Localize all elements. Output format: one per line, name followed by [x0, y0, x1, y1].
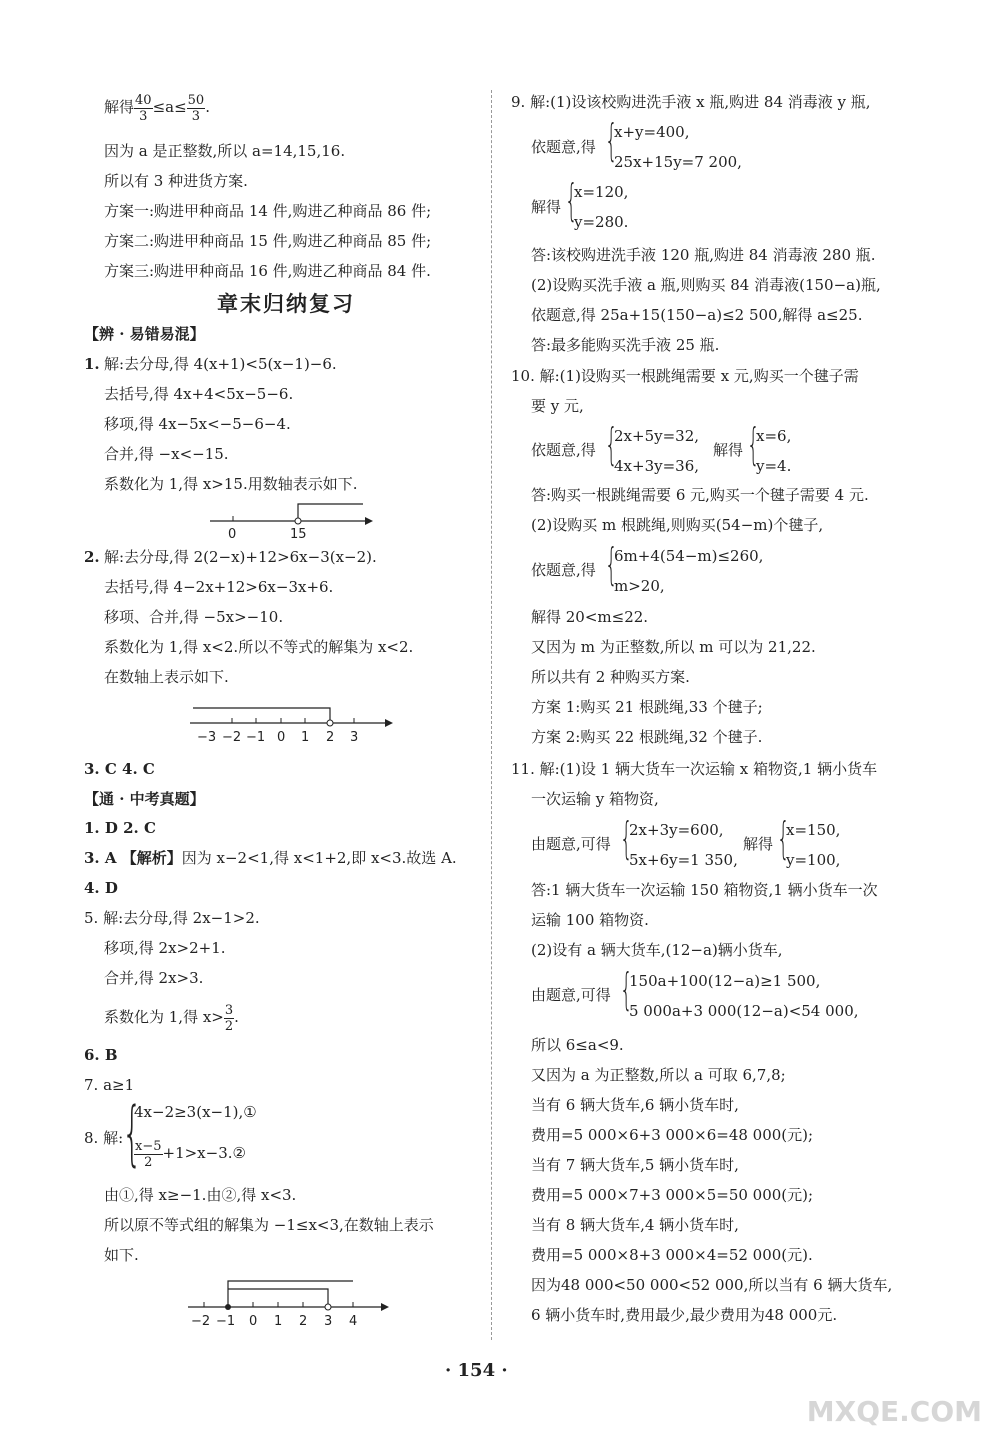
tick-label: 1 [274, 1314, 283, 1329]
system-row: m>20, [614, 577, 665, 595]
text-line: 由题意,可得 [531, 986, 611, 1004]
text-line: 要 y 元, [531, 397, 584, 415]
text-line: 又因为 a 为正整数,所以 a 可取 6,7,8; [531, 1066, 786, 1084]
system-row: y=280. [574, 213, 629, 231]
text-line: 答:1 辆大货车一次运输 150 箱物资,1 辆小货车一次 [531, 881, 878, 899]
system-row: 150a+100(12−a)≥1 500, [629, 972, 821, 990]
text-line: 一次运输 y 箱物资, [531, 790, 659, 808]
answer-line: 6. B [84, 1046, 118, 1064]
system-row: x=6, [756, 427, 792, 445]
text-line: 在数轴上表示如下. [104, 668, 229, 686]
system-row: $\frac{x-5}{2}$ +1>x−3.② [135, 1138, 246, 1170]
text-line: 移项,得 4x−5x<−5−6−4. [104, 415, 291, 433]
text-line: 系数化为 1,得 x<2.所以不等式的解集为 x<2. [104, 638, 414, 656]
system-row: 5 000a+3 000(12−a)<54 000, [629, 1002, 859, 1020]
tick-label: 0 [228, 527, 237, 542]
text-line: (2)设购买 m 根跳绳,则购买(54−m)个毽子, [531, 516, 824, 534]
question-number: 1. [84, 355, 100, 373]
number-line-2 [185, 696, 400, 746]
tick-label: 4 [349, 1314, 358, 1329]
system-row: y=4. [756, 457, 792, 475]
system-row: 2x+5y=32, [614, 427, 700, 445]
brace-icon: { [605, 419, 618, 470]
tick-label: −2 [222, 730, 242, 745]
text-line: (2)设有 a 辆大货车,(12−a)辆小货车, [531, 941, 783, 959]
tick-label: −1 [216, 1314, 236, 1329]
text-line: 9. 解:(1)设该校购进洗手液 x 瓶,购进 84 消毒液 y 瓶, [511, 93, 871, 111]
text-line: 11. 解:(1)设 1 辆大货车一次运输 x 箱物资,1 辆小货车 [511, 760, 878, 778]
text-line: 所以共有 2 种购买方案. [531, 668, 690, 686]
tick-label: 15 [290, 527, 307, 542]
text-line: 去括号,得 4−2x+12>6x−3x+6. [104, 578, 334, 596]
text-line: 所以 6≤a<9. [531, 1036, 624, 1054]
text-line: 方案 1:购买 21 根跳绳,33 个毽子; [531, 698, 763, 716]
system-row: x+y=400, [614, 123, 690, 141]
system-row: 4x+3y=36, [614, 457, 700, 475]
text-line: 费用=5 000×8+3 000×4=52 000(元). [531, 1246, 813, 1264]
text-line: 5. 解:去分母,得 2x−1>2. [84, 909, 260, 927]
answer-line: 1. D 2. C [84, 819, 156, 837]
system-row: 25x+15y=7 200, [614, 153, 742, 171]
system-row: x=150, [786, 821, 841, 839]
tick-label: 2 [326, 730, 335, 745]
answer-line: 3. C 4. C [84, 760, 155, 778]
text-line: 答:购买一根跳绳需要 6 元,购买一个毽子需要 4 元. [531, 486, 869, 504]
text-line: 解得 [531, 198, 562, 216]
text-line: 移项,得 2x>2+1. [104, 939, 226, 957]
tick-label: 0 [277, 730, 286, 745]
text-line: 系数化为 1,得 x> $\frac{3}{2}$ . [104, 1002, 239, 1034]
text-line: 费用=5 000×6+3 000×6=48 000(元); [531, 1126, 814, 1144]
text-line: 系数化为 1,得 x>15.用数轴表示如下. [104, 475, 358, 493]
text-line: 由①,得 x≥−1.由②,得 x<3. [104, 1186, 297, 1204]
text-line: 解:去分母,得 4(x+1)<5(x−1)−6. [104, 355, 337, 373]
tick-label: −3 [197, 730, 217, 745]
number-line-3 [183, 1275, 398, 1330]
tick-label: 3 [324, 1314, 333, 1329]
text-line: 3. A 【解析】因为 x−2<1,得 x<1+2,即 x<3.故选 A. [84, 849, 457, 867]
brace-icon: { [620, 813, 633, 864]
text-line: 依题意,得 [531, 441, 596, 459]
tick-label: 2 [299, 1314, 308, 1329]
brace-icon: { [605, 539, 618, 590]
text-line: 合并,得 2x>3. [104, 969, 204, 987]
text-line: 又因为 m 为正整数,所以 m 可以为 21,22. [531, 638, 816, 656]
text-line: 去括号,得 4x+4<5x−5−6. [104, 385, 294, 403]
system-row: 4x−2≥3(x−1),① [134, 1103, 257, 1121]
answer-line: 7. a≥1 [84, 1076, 135, 1094]
text-line: 依题意,得 [531, 138, 596, 156]
tick-label: 1 [301, 730, 310, 745]
text-line: 运输 100 箱物资. [531, 911, 649, 929]
text-line: 解得 [743, 835, 774, 853]
text-line: 方案 2:购买 22 根跳绳,32 个毽子. [531, 728, 763, 746]
text-line: 答:该校购进洗手液 120 瓶,购进 84 消毒液 280 瓶. [531, 246, 876, 264]
brace-icon: { [565, 175, 578, 226]
tick-label: −1 [246, 730, 266, 745]
system-row: 6m+4(54−m)≤260, [614, 547, 764, 565]
brace-icon: { [620, 964, 633, 1015]
system-row: 2x+3y=600, [629, 821, 724, 839]
column-divider [491, 90, 492, 1340]
answer-line: 4. D [84, 879, 118, 897]
text-line: 因为48 000<50 000<52 000,所以当有 6 辆大货车, [531, 1276, 893, 1294]
brace-icon: { [777, 813, 790, 864]
text-line: 方案二:购进甲种商品 15 件,购进乙种商品 85 件; [104, 232, 432, 250]
question-number: 8. 解: [84, 1129, 124, 1147]
tick-label: −2 [191, 1314, 211, 1329]
text-line: 答:最多能购买洗手液 25 瓶. [531, 336, 720, 354]
brace-icon: { [605, 115, 618, 166]
text-line: 所以原不等式组的解集为 −1≤x<3,在数轴上表示 [104, 1216, 434, 1234]
number-line-1 [205, 496, 375, 542]
text-line: 方案一:购进甲种商品 14 件,购进乙种商品 86 件; [104, 202, 432, 220]
text-line: 6 辆小货车时,费用最少,最少费用为48 000元. [531, 1306, 838, 1324]
section-title: 章末归纳复习 [217, 291, 355, 316]
system-row: 5x+6y=1 350, [629, 851, 738, 869]
watermark-logo: MXQE.COM [806, 1395, 982, 1428]
text-line: (2)设购买洗手液 a 瓶,则购买 84 消毒液(150−a)瓶, [531, 276, 881, 294]
text-line: 移项、合并,得 −5x>−10. [104, 608, 284, 626]
text-line: 依题意,得 25a+15(150−a)≤2 500,解得 a≤25. [531, 306, 863, 324]
section-heading: 【通 · 中考真题】 [84, 790, 205, 808]
system-row: x=120, [574, 183, 629, 201]
tick-label: 0 [249, 1314, 258, 1329]
text-line: 解:去分母,得 2(2−x)+12>6x−3(x−2). [104, 548, 377, 566]
text-line: 所以有 3 种进货方案. [104, 172, 248, 190]
text-line: 当有 6 辆大货车,6 辆小货车时, [531, 1096, 739, 1114]
system-row: y=100, [786, 851, 841, 869]
text-line: 当有 7 辆大货车,5 辆小货车时, [531, 1156, 739, 1174]
text-line: 解得 $\frac{40}{3}$ ≤a≤ $\frac{50}{3}$ . [104, 92, 210, 124]
brace-icon: { [122, 1092, 143, 1174]
tick-label: 3 [350, 730, 359, 745]
section-heading: 【辨 · 易错易混】 [84, 325, 205, 343]
page-number: · 154 · [445, 1360, 508, 1381]
text-line: 由题意,可得 [531, 835, 611, 853]
text-line: 10. 解:(1)设购买一根跳绳需要 x 元,购买一个毽子需 [511, 367, 859, 385]
text-line: 解得 20<m≤22. [531, 608, 649, 626]
brace-icon: { [747, 419, 760, 470]
text-line: 费用=5 000×7+3 000×5=50 000(元); [531, 1186, 814, 1204]
text-line: 合并,得 −x<−15. [104, 445, 229, 463]
text-line: 解得 [713, 441, 744, 459]
text-line: 依题意,得 [531, 561, 596, 579]
text-line: 因为 a 是正整数,所以 a=14,15,16. [104, 142, 346, 160]
text-line: 如下. [104, 1246, 139, 1264]
text-line: 当有 8 辆大货车,4 辆小货车时, [531, 1216, 739, 1234]
text-line: 方案三:购进甲种商品 16 件,购进乙种商品 84 件. [104, 262, 431, 280]
question-number: 2. [84, 548, 100, 566]
